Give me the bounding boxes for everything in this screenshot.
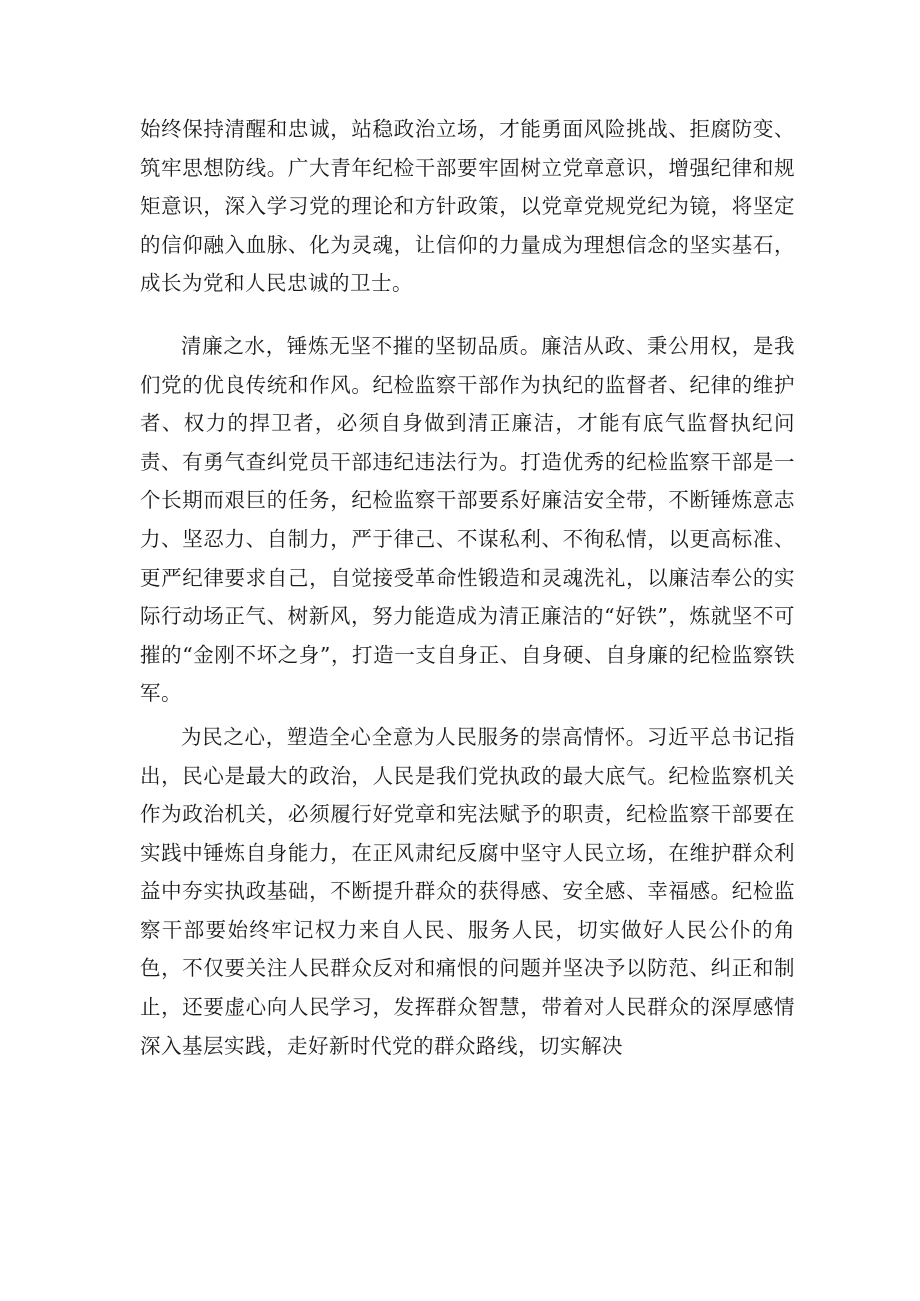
paragraph-loyalty-continuation: 始终保持清醒和忠诚，站稳政治立场，才能勇面风险挑战、拒腐防变、筑牢思想防线。广大青年纪检干部要牢固树立党章意识，增强纪律和规矩意识，深入学习党的理论和方针政策，以党章党规党纪为镜，将坚定的信仰融入血脉、化为灵魂，让信仰的力量成为理想信念的坚实基石，成长为党和人民忠诚的卫士。 (140, 117, 795, 296)
paragraph-integrity: 清廉之水，锤炼无坚不摧的坚韧品质。廉洁从政、秉公用权，是我们党的优良传统和作风。纪检监察干部作为执纪的监督者、纪律的维护者、权力的捍卫者，必须自身做到清正廉洁，才能有底气监督执纪问责、有勇气查纠党员干部违纪违法行为。打造优秀的纪检监察干部是一个长期而艰巨的任务，纪检监察干部要系好廉洁安全带，不断锤炼意志力、坚忍力、自制力，严于律己、不谋私利、不徇私情，以更高标准、更严纪律要求自己，自觉接受革命性锻造和灵魂洗礼，以廉洁奉公的实际行动场正气、树新风，努力能造成为清正廉洁的“好铁”，炼就坚不可摧的“金刚不坏之身”，打造一支自身正、自身硬、自身廉的纪检监察铁军。 (140, 333, 795, 706)
document-body (140, 110, 795, 1065)
paragraph-serving-people: 为民之心，塑造全心全意为人民服务的崇高情怀。习近平总书记指出，民心是最大的政治，人民是我们党执政的最大底气。纪检监察机关作为政治机关，必须履行好党章和宪法赋予的职责，纪检监察干部要在实践中锤炼自身能力，在正风肃纪反腐中坚守人民立场，在维护群众利益中夯实执政基础，不断提升群众的获得感、安全感、幸福感。纪检监察干部要始终牢记权力来自人民、服务人民，切实做好人民公仆的角色，不仅要关注人民群众反对和痛恨的问题并坚决予以防范、纠正和制止，还要虚心向人民学习，发挥群众智慧，带着对人民群众的深厚感情深入基层实践，走好新时代党的群众路线，切实解决 (140, 724, 795, 1058)
